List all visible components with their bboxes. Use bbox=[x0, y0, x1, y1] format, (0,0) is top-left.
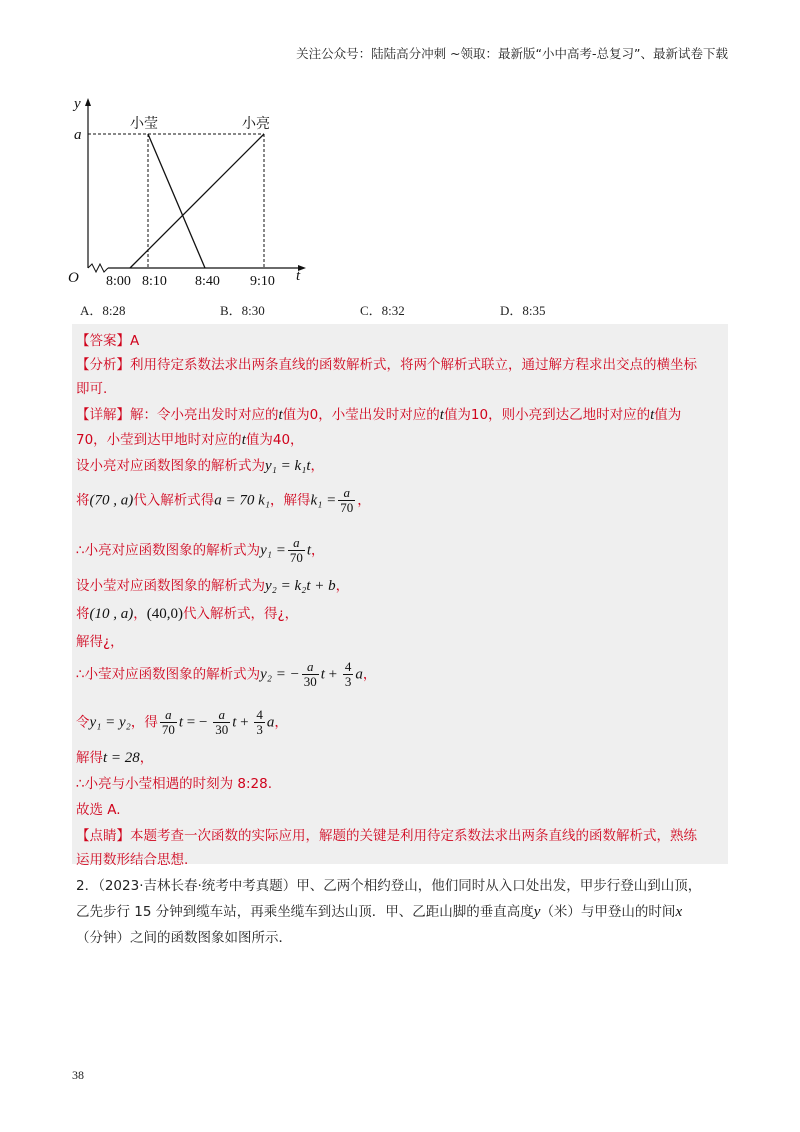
x-axis-label: t bbox=[296, 268, 301, 284]
detail-line-12: ∴小亮与小莹相遇的时刻为 8:28. bbox=[76, 776, 272, 792]
y-axis-arrow bbox=[85, 98, 91, 106]
detail-line-13: 故选 A. bbox=[76, 802, 121, 818]
answer-tag: 【答案】 bbox=[76, 333, 130, 349]
fraction-a-30 bbox=[302, 660, 319, 689]
line10-math: y₁ = y₂ bbox=[89, 714, 131, 731]
line7-text-a: 将 bbox=[76, 606, 90, 622]
frac-num: a bbox=[288, 536, 305, 551]
y-axis-label: y bbox=[74, 96, 81, 112]
detail-line-1 bbox=[76, 403, 681, 424]
analysis-text-1: 利用待定系数法求出两条直线的函数解析式，将两个解析式联立，通过解方程求出交点的横坐标 bbox=[130, 357, 697, 373]
detail-line-8: 解得¿， bbox=[76, 634, 124, 650]
var-t: t bbox=[178, 714, 184, 731]
line4-text-c: ，解得 bbox=[270, 492, 311, 509]
line7-point-1: (10 , a) bbox=[89, 606, 134, 622]
detail-line-5: ∴小亮对应函数图象的解析式为y₁ = $\frac{a}{70}$ t， bbox=[76, 535, 325, 565]
line10-text-b: ，得 bbox=[130, 714, 158, 731]
line11-text: 解得 bbox=[76, 750, 103, 766]
line4-text-a: 将 bbox=[76, 492, 90, 509]
frac-den: 3 bbox=[344, 674, 352, 689]
var-a: a bbox=[266, 714, 275, 731]
answer-line bbox=[76, 329, 139, 349]
var-y: y bbox=[533, 904, 541, 920]
analysis-tag: 【分析】 bbox=[76, 357, 130, 373]
detail-tag: 【详解】 bbox=[76, 407, 130, 423]
xiaoliang-label: 小亮 bbox=[242, 116, 270, 132]
line7-point-2: (40,0) bbox=[146, 606, 183, 622]
detail-1d: 值为 bbox=[654, 407, 682, 423]
var-t: t bbox=[232, 714, 237, 731]
tick-8-00: 8:00 bbox=[106, 274, 131, 289]
line4-math: a = 70 k₁ bbox=[214, 492, 270, 509]
option-c[interactable]: C．8:32 bbox=[360, 303, 405, 318]
question2-line-2 bbox=[76, 900, 682, 921]
xiaoying-label: 小莹 bbox=[130, 116, 158, 132]
detail-line-9: ∴小莹对应函数图象的解析式为y₂ = − $\frac{a}{30}$ t + $\frac{4}{3}$ a， bbox=[76, 659, 377, 689]
option-a[interactable]: A．8:28 bbox=[80, 303, 126, 318]
analysis-line-2: 即可. bbox=[76, 381, 108, 397]
detail-line-6: 设小莹对应函数图象的解析式为y₂ = k₂t + b， bbox=[76, 578, 350, 594]
line6-math: y₂ = k₂t + b bbox=[265, 578, 336, 594]
frac-den: 30 bbox=[303, 674, 317, 689]
var-t: t bbox=[439, 407, 444, 423]
question2-line-1: 2．（2023·吉林长春·统考中考真题）甲、乙两个相约登山，他们同时从入口处出发，甲步行登山到山顶， bbox=[76, 878, 702, 894]
detail-line-7: 将(10 , a)，(40,0)代入解析式，得¿， bbox=[76, 606, 299, 622]
line10-text-a: 令 bbox=[76, 714, 90, 731]
answer-value: A bbox=[130, 333, 140, 349]
option-d[interactable]: D．8:35 bbox=[500, 303, 546, 318]
line6-text: 设小莹对应函数图象的解析式为 bbox=[76, 578, 265, 594]
frac-den: 3 bbox=[256, 722, 263, 737]
fraction-a-30 bbox=[213, 708, 230, 737]
point-tag: 【点睛】 bbox=[76, 828, 130, 844]
line3-text: 设小亮对应函数图象的解析式为 bbox=[76, 458, 265, 474]
q2-line2-text: 乙先步行 15 分钟到缆车站，再乘坐缆车到达山顶．甲、乙距山脚的垂直高度 bbox=[76, 904, 534, 920]
q2-line2b-text: （米）与甲登山的时间 bbox=[540, 904, 676, 920]
frac-num: a bbox=[338, 486, 355, 501]
detail-line-11: 解得t = 28， bbox=[76, 750, 154, 766]
line9-text: ∴小莹对应函数图象的解析式为 bbox=[76, 666, 261, 683]
detail-2b: 值为40， bbox=[245, 432, 304, 448]
frac-num: a bbox=[213, 708, 230, 723]
var-t: t bbox=[320, 666, 325, 683]
page-header: 关注公众号：陆陆高分冲刺 ~领取：最新版“小中高考-总复习”、最新试卷下载 bbox=[296, 46, 728, 61]
var-a: a bbox=[355, 666, 363, 683]
line7-text-b: 代入解析式，得¿， bbox=[183, 606, 299, 622]
detail-line-2 bbox=[76, 428, 304, 449]
tick-8-40: 8:40 bbox=[195, 274, 220, 289]
var-t: t bbox=[241, 432, 246, 448]
question2-line-3: （分钟）之间的函数图象如图所示． bbox=[76, 930, 292, 946]
var-t: t bbox=[650, 407, 655, 423]
origin-label: O bbox=[68, 270, 79, 286]
detail-line-10: 令y₁ = y₂，得 $\frac{a}{70}$ t = − $\frac{a}{30}$ t + $\frac{4}{3}$ a， bbox=[76, 707, 288, 737]
frac-den: 30 bbox=[215, 722, 229, 737]
line4-k: k₁ = bbox=[310, 492, 337, 509]
frac-num: a bbox=[160, 708, 177, 723]
fraction-4-3 bbox=[254, 708, 265, 737]
fraction-a-70 bbox=[288, 536, 305, 565]
line4-text-b: 代入解析式得 bbox=[133, 492, 215, 509]
option-b[interactable]: B．8:30 bbox=[220, 303, 265, 318]
page-number: 38 bbox=[72, 1068, 84, 1082]
fraction-a-70 bbox=[338, 486, 355, 515]
detail-line-4: 将(70 , a)代入解析式得a = 70 k₁，解得k₁ = $\frac{a}{70}$ ， bbox=[76, 485, 371, 515]
line5-text: ∴小亮对应函数图象的解析式为 bbox=[76, 542, 261, 559]
detail-1b: 值为0，小莹出发时对应的 bbox=[282, 407, 440, 423]
frac-den: 70 bbox=[161, 722, 175, 737]
point-line-1 bbox=[76, 824, 697, 844]
detail-1c: 值为10，则小亮到达乙地时对应的 bbox=[443, 407, 651, 423]
var-t: t bbox=[278, 407, 283, 423]
var-x: x bbox=[675, 904, 683, 920]
tick-9-10: 9:10 bbox=[250, 274, 275, 289]
line3-math: y₁ = k₁t bbox=[265, 458, 311, 474]
var-t: t bbox=[306, 542, 312, 559]
function-graph bbox=[64, 94, 314, 290]
frac-num: 4 bbox=[256, 707, 263, 722]
detail-line-3: 设小亮对应函数图象的解析式为y₁ = k₁t， bbox=[76, 458, 325, 474]
detail-1a: 解：令小亮出发时对应的 bbox=[130, 407, 279, 423]
line5-math: y₁ = bbox=[260, 542, 286, 559]
point-text-1: 本题考查一次函数的实际应用，解题的关键是利用待定系数法求出两条直线的函数解析式，熟练 bbox=[130, 828, 697, 844]
fraction-a-70 bbox=[160, 708, 177, 737]
line11-math: t = 28 bbox=[103, 750, 140, 766]
fraction-4-3 bbox=[343, 660, 354, 689]
line9-math: y₂ = − bbox=[260, 666, 300, 683]
tick-8-10: 8:10 bbox=[142, 274, 167, 289]
line4-point: (70 , a) bbox=[89, 492, 134, 509]
a-label: a bbox=[74, 127, 82, 143]
frac-num: a bbox=[302, 660, 319, 675]
graph-svg bbox=[64, 94, 314, 290]
point-line-2: 运用数形结合思想. bbox=[76, 852, 189, 868]
frac-den: 70 bbox=[340, 500, 354, 515]
analysis-line-1 bbox=[76, 353, 697, 373]
frac-num: 4 bbox=[344, 659, 352, 674]
frac-den: 70 bbox=[289, 550, 303, 565]
axis-break bbox=[88, 264, 108, 272]
detail-2a: 70，小莹到达甲地时对应的 bbox=[76, 432, 242, 448]
